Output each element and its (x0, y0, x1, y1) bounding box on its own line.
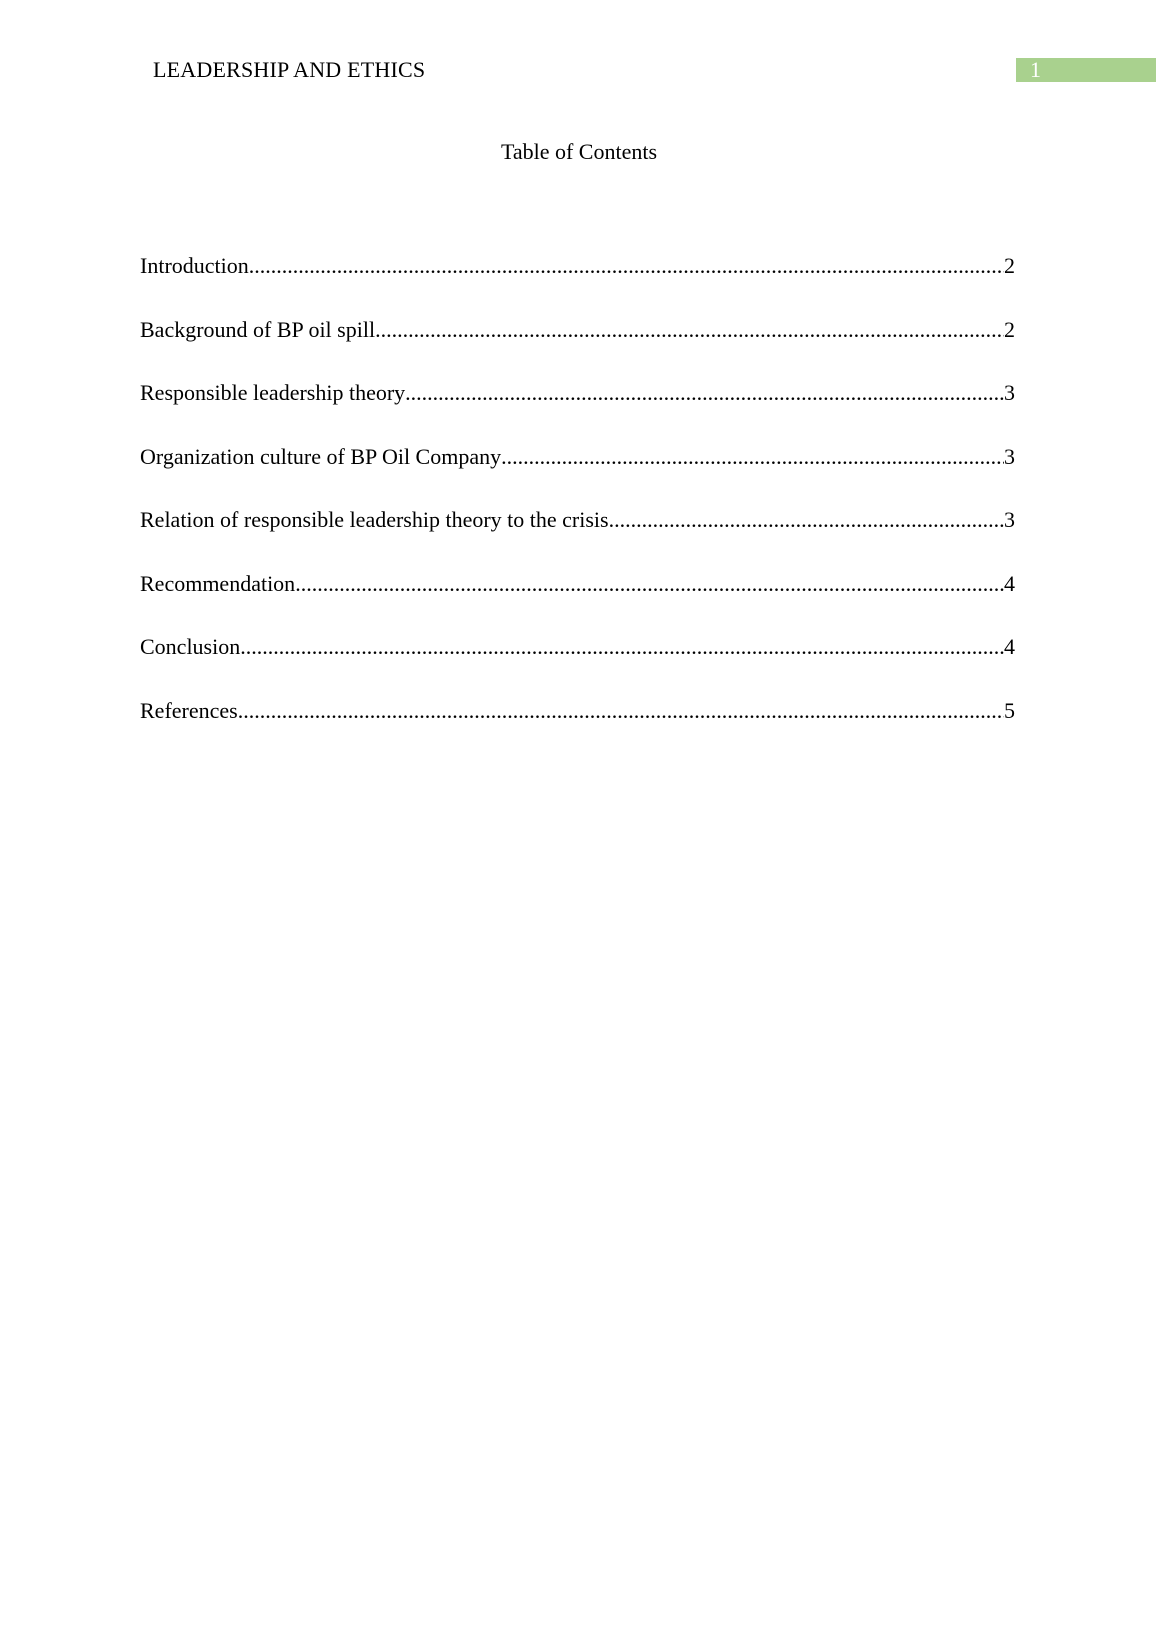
toc-entry-label: References (140, 697, 238, 723)
toc-entry-responsible-leadership[interactable] (140, 379, 1015, 443)
toc-entry-label: Conclusion (140, 634, 241, 659)
toc-entry-page: 5 (1004, 697, 1015, 723)
toc-entry-introduction[interactable] (140, 252, 1015, 316)
toc-entry-label: Background of BP oil spill (140, 316, 376, 342)
toc-entry-label: Responsible leadership theory (140, 380, 406, 405)
toc-entry-page: 2 (1004, 253, 1015, 278)
toc-heading: Table of Contents (500, 139, 658, 164)
toc-entry-relation-to-crisis[interactable] (140, 506, 1015, 570)
toc-dot-leader (375, 316, 1004, 344)
toc-entry-label: Organization culture of BP Oil Company (140, 443, 502, 469)
table-of-contents (140, 252, 1015, 760)
toc-dot-leader (609, 506, 1004, 534)
toc-entry-references[interactable] (140, 697, 1015, 761)
toc-entry-label: Introduction (140, 253, 249, 278)
toc-dot-leader (405, 379, 1004, 407)
toc-dot-leader (295, 570, 1004, 598)
toc-entry-page: 4 (1004, 570, 1015, 596)
toc-dot-leader (238, 697, 1004, 725)
page-number-badge (1016, 58, 1156, 82)
toc-dot-leader (240, 633, 1004, 661)
toc-entry-page: 2 (1004, 316, 1015, 342)
toc-entry-page: 3 (1004, 380, 1015, 405)
toc-dot-leader (249, 252, 1004, 280)
toc-entry-recommendation[interactable] (140, 570, 1015, 634)
toc-entry-page: 4 (1004, 634, 1015, 659)
toc-entry-page: 3 (1004, 443, 1015, 469)
toc-entry-label: Relation of responsible leadership theory to the crisis (140, 507, 609, 532)
toc-entry-label: Recommendation (140, 570, 296, 596)
toc-dot-leader (501, 443, 1004, 471)
page-number: 1 (1030, 57, 1041, 82)
toc-entry-page: 3 (1004, 507, 1015, 532)
toc-entry-conclusion[interactable] (140, 633, 1015, 697)
running-header-title: LEADERSHIP AND ETHICS (153, 57, 426, 82)
toc-entry-background[interactable] (140, 316, 1015, 380)
toc-entry-organization-culture[interactable] (140, 443, 1015, 507)
